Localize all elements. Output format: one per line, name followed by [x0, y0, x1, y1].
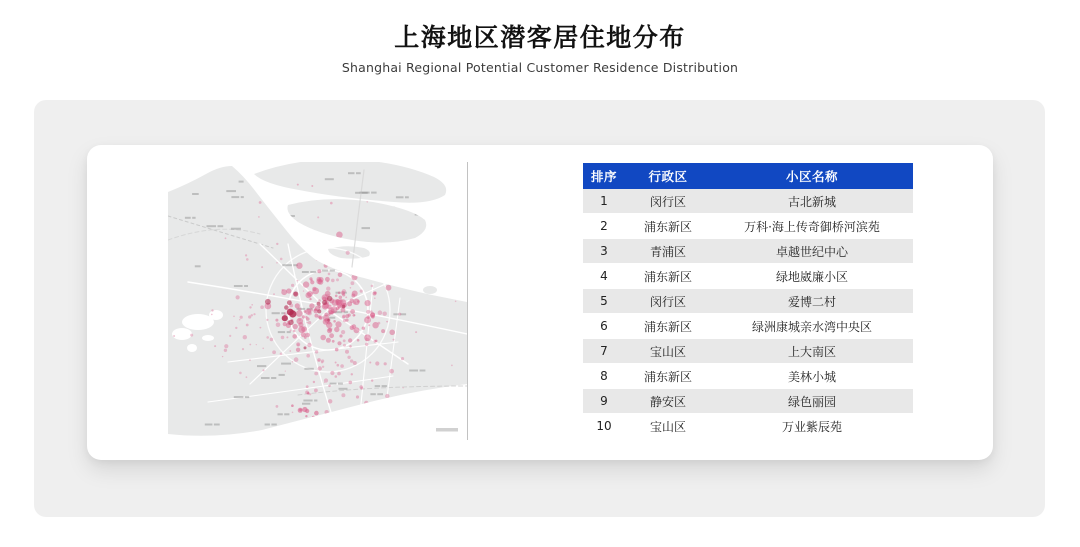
shanghai-scatter-map [168, 162, 468, 440]
district-cell: 宝山区 [625, 414, 711, 439]
district-cell: 闵行区 [625, 189, 711, 214]
ranking-table [583, 163, 913, 439]
rank-cell: 5 [583, 289, 625, 314]
district-cell: 浦东新区 [625, 314, 711, 339]
table-row [583, 314, 913, 339]
rank-cell: 1 [583, 189, 625, 214]
rank-cell: 3 [583, 239, 625, 264]
community-cell: 上大南区 [711, 339, 913, 364]
community-cell: 美林小城 [711, 364, 913, 389]
district-cell: 青浦区 [625, 239, 711, 264]
map-svg [168, 162, 467, 440]
community-cell: 古北新城 [711, 189, 913, 214]
table-row [583, 339, 913, 364]
background-panel [34, 100, 1045, 517]
district-cell: 静安区 [625, 389, 711, 414]
rank-cell: 7 [583, 339, 625, 364]
district-cell: 浦东新区 [625, 264, 711, 289]
community-cell: 爱博二村 [711, 289, 913, 314]
rank-cell: 6 [583, 314, 625, 339]
col-header-rank: 排序 [583, 163, 625, 189]
table-row [583, 239, 913, 264]
rank-cell: 10 [583, 414, 625, 439]
table-row [583, 414, 913, 439]
table-row [583, 364, 913, 389]
district-cell: 宝山区 [625, 339, 711, 364]
content-card [87, 145, 993, 460]
rank-cell: 2 [583, 214, 625, 239]
table-header [583, 163, 913, 189]
page-title: 上海地区潜客居住地分布 [394, 23, 686, 52]
rank-cell: 4 [583, 264, 625, 289]
community-cell: 卓越世纪中心 [711, 239, 913, 264]
table-row [583, 264, 913, 289]
col-header-community: 小区名称 [711, 163, 913, 189]
rank-cell: 9 [583, 389, 625, 414]
community-cell: 万业紫辰苑 [711, 414, 913, 439]
district-cell: 闵行区 [625, 289, 711, 314]
table-row [583, 289, 913, 314]
district-cell: 浦东新区 [625, 214, 711, 239]
map-attribution-mark [436, 428, 458, 432]
community-cell: 绿色丽园 [711, 389, 913, 414]
table-row [583, 214, 913, 239]
community-cell: 绿洲康城亲水湾中央区 [711, 314, 913, 339]
page-subtitle: Shanghai Regional Potential Customer Residence Distribution [341, 59, 739, 75]
district-cell: 浦东新区 [625, 364, 711, 389]
table-body [583, 189, 913, 439]
rank-cell: 8 [583, 364, 625, 389]
col-header-district: 行政区 [625, 163, 711, 189]
page-header [0, 24, 1080, 75]
community-cell: 绿地崴廉小区 [711, 264, 913, 289]
table-row [583, 189, 913, 214]
table-row [583, 389, 913, 414]
community-cell: 万科·海上传奇御桥河滨苑 [711, 214, 913, 239]
